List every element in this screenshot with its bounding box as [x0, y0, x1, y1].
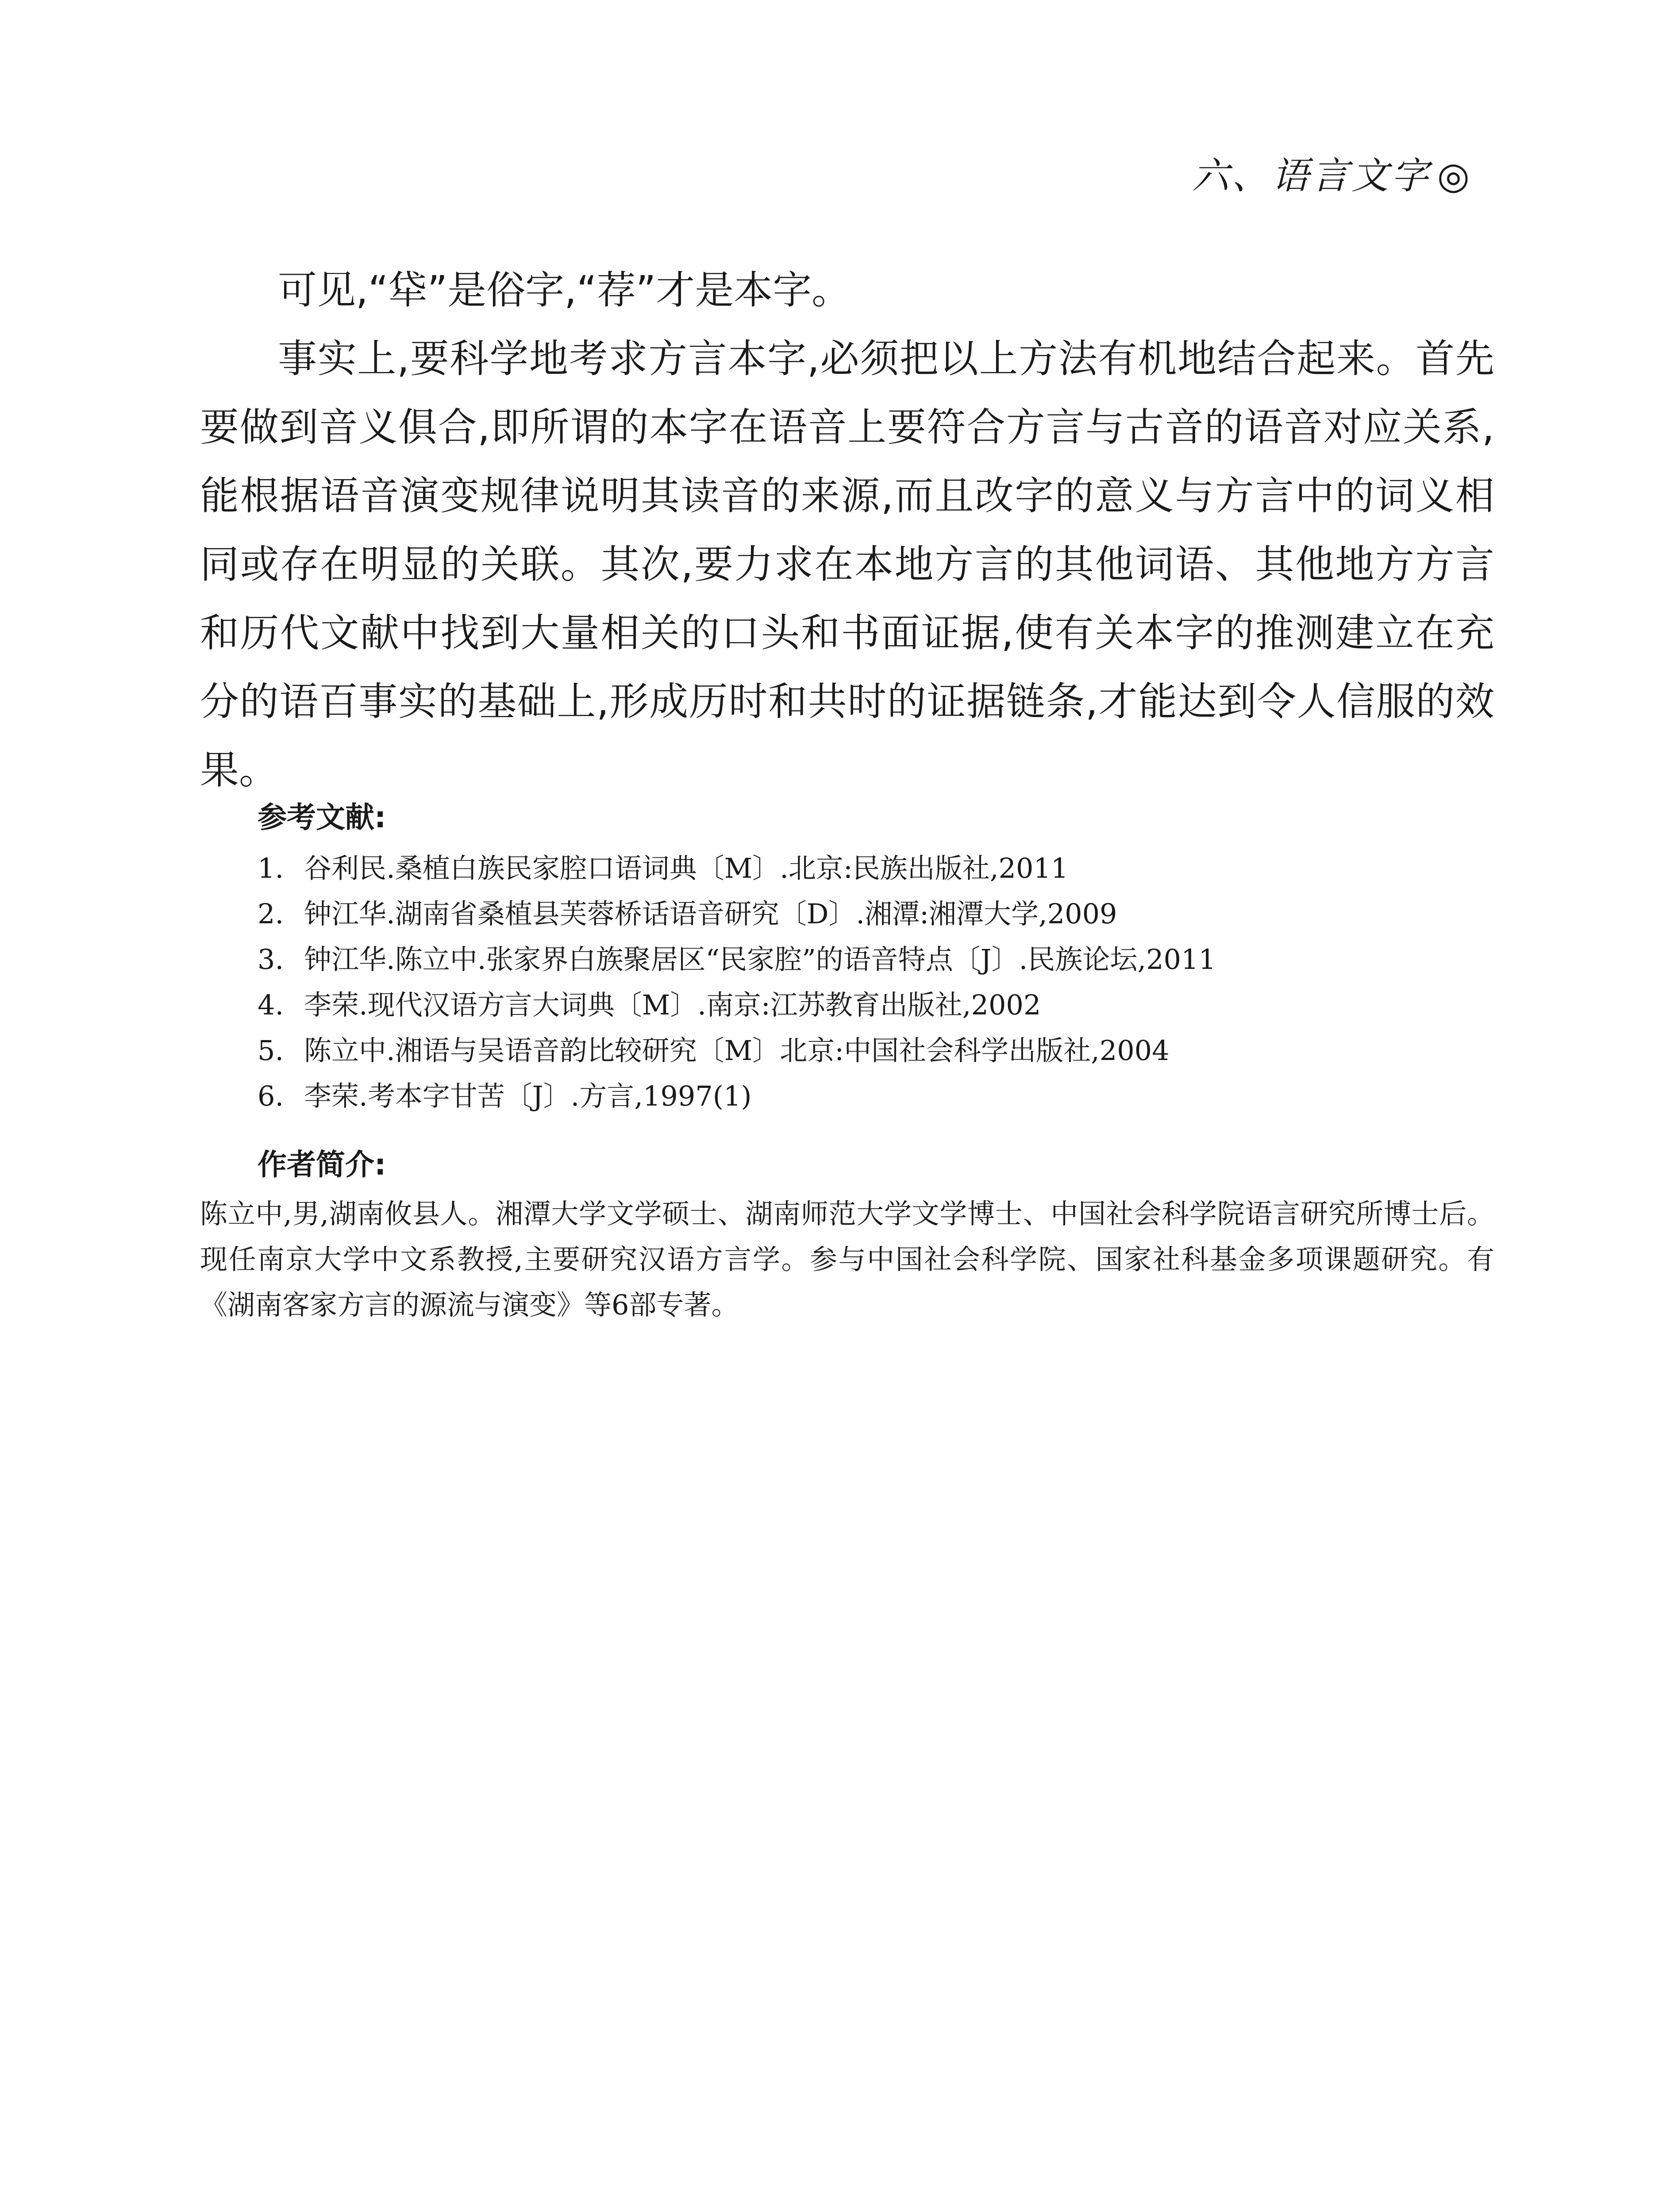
- reference-number: 2.: [258, 898, 284, 930]
- reference-text: 李荣.现代汉语方言大词典〔M〕.南京:江苏教育出版社,2002: [304, 989, 1041, 1021]
- double-circle-icon: ◎: [1437, 154, 1472, 197]
- references-section: [258, 800, 1497, 1119]
- author-heading: 作者简介:: [258, 1148, 386, 1182]
- reference-item: [258, 891, 1497, 937]
- references-heading: 参考文献:: [258, 800, 386, 834]
- reference-item: [258, 845, 1497, 891]
- reference-number: 6.: [258, 1080, 284, 1112]
- paragraph: 可见,“牮”是俗字,“荐”才是本字。: [278, 267, 851, 313]
- reference-text: 谷利民.桑植白族民家腔口语词典〔M〕.北京:民族出版社,2011: [304, 852, 1069, 884]
- running-header: [1192, 154, 1472, 197]
- reference-item: [258, 1073, 1497, 1119]
- reference-item: [258, 1028, 1497, 1073]
- reference-text: 钟江华.湖南省桑植县芙蓉桥话语音研究〔D〕.湘潭:湘潭大学,2009: [304, 898, 1117, 930]
- reference-number: 4.: [258, 989, 284, 1021]
- reference-text: 李荣.考本字甘苦〔J〕.方言,1997(1): [304, 1080, 752, 1112]
- paragraph: 事实上,要科学地考求方言本字,必须把以上方法有机地结合起来。首先要做到音义俱合,即所谓的本字在语音上要符合方言与古音的语音对应关系,能根据语音演变规律说明其读音的来源,而且改字的意义与方言中的词义相同或存在明显的关联。其次,要力求在本地方言的其他词语、其他地方方言和历代文献中找到大量相关的口头和书面证据,使有关本字的推测建立在充分的语百事实的基础上,形成历时和共时的证据链条,才能达到令人信服的效果。: [200, 336, 1494, 793]
- reference-text: 钟江华.陈立中.张家界白族聚居区“民家腔”的语音特点〔J〕.民族论坛,2011: [304, 943, 1216, 975]
- reference-number: 3.: [258, 943, 284, 975]
- author-section: [200, 1150, 1494, 1328]
- reference-item: [258, 982, 1497, 1028]
- reference-item: [258, 937, 1497, 982]
- section-title: 六、语言文字: [1192, 154, 1431, 197]
- reference-number: 1.: [258, 852, 284, 884]
- references-list: [258, 845, 1497, 1119]
- author-bio: 陈立中,男,湖南攸县人。湘潭大学文学硕士、湖南师范大学文学博士、中国社会科学院语言研究所博士后。现任南京大学中文系教授,主要研究汉语方言学。参与中国社会科学院、国家社科基金多项课题研究。有《湖南客家方言的源流与演变》等6部专著。: [200, 1198, 1494, 1321]
- body-text: [200, 256, 1494, 804]
- reference-text: 陈立中.湘语与吴语音韵比较研究〔M〕北京:中国社会科学出版社,2004: [304, 1034, 1170, 1067]
- reference-number: 5.: [258, 1034, 284, 1067]
